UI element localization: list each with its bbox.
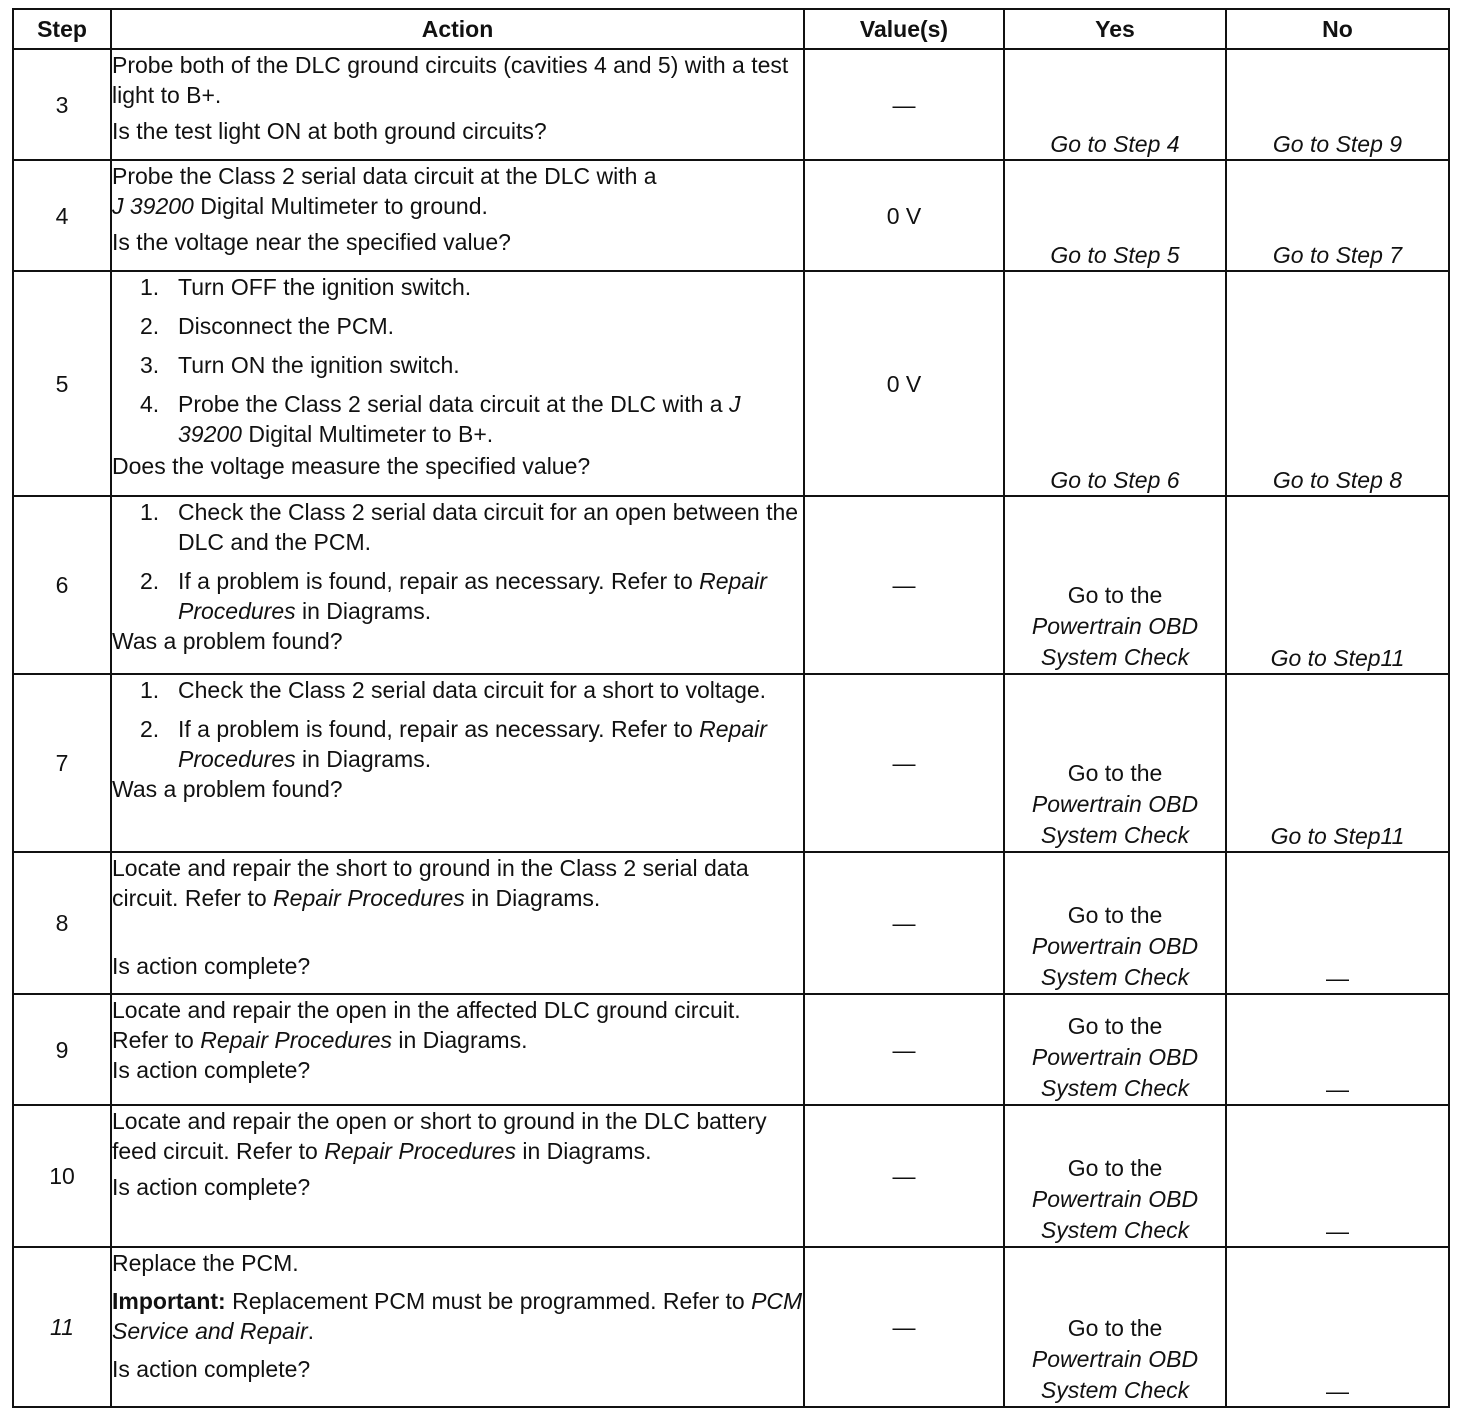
header-row bbox=[13, 9, 1449, 49]
no-cell: Go to Step 9 bbox=[1226, 49, 1449, 160]
tool-ref: J 39200 bbox=[112, 193, 194, 219]
table-row bbox=[13, 1247, 1449, 1407]
step-number: 8 bbox=[13, 852, 111, 994]
action-question: Is action complete? bbox=[112, 953, 311, 979]
yes-cell: Go to Step 5 bbox=[1004, 160, 1226, 271]
yes-cell: Go to Step 6 bbox=[1004, 271, 1226, 496]
value-cell: — bbox=[804, 1247, 1004, 1407]
action-question: Is the test light ON at both ground circuits? bbox=[112, 118, 547, 144]
action-question: Was a problem found? bbox=[112, 628, 343, 654]
action-question: Does the voltage measure the specified value? bbox=[112, 453, 591, 479]
no-cell: Go to Step 8 bbox=[1226, 271, 1449, 496]
list-item: 4. Probe the Class 2 serial data circuit at the DLC with a J 39200 Digital Multimeter to B+. bbox=[140, 391, 741, 447]
yes-cell: Go to Step 4 bbox=[1004, 49, 1226, 160]
yes-cell: Go to the Powertrain OBD System Check bbox=[1004, 1105, 1226, 1247]
no-cell: — bbox=[1226, 1247, 1449, 1407]
no-cell: Go to Step11 bbox=[1226, 496, 1449, 674]
action-question: Is action complete? bbox=[112, 1057, 311, 1083]
action-list bbox=[112, 272, 803, 449]
no-cell: Go to Step 7 bbox=[1226, 160, 1449, 271]
table-row bbox=[13, 160, 1449, 271]
action-question: Is action complete? bbox=[112, 1174, 311, 1200]
header-action: Action bbox=[111, 9, 804, 49]
step-number: 11 bbox=[13, 1247, 111, 1407]
header-no: No bbox=[1226, 9, 1449, 49]
list-item: 1. Check the Class 2 serial data circuit for a short to voltage. bbox=[140, 677, 767, 703]
header-values: Value(s) bbox=[804, 9, 1004, 49]
important-label: Important: bbox=[112, 1288, 226, 1314]
yes-cell: Go to the Powertrain OBD System Check bbox=[1004, 1247, 1226, 1407]
action-cell bbox=[111, 852, 804, 994]
yes-cell: Go to the Powertrain OBD System Check bbox=[1004, 496, 1226, 674]
tool-ref: J 39200 bbox=[178, 391, 741, 447]
step-number: 9 bbox=[13, 994, 111, 1105]
yes-cell: Go to the Powertrain OBD System Check bbox=[1004, 994, 1226, 1105]
action-cell bbox=[111, 1105, 804, 1247]
action-cell bbox=[111, 496, 804, 674]
step-number: 10 bbox=[13, 1105, 111, 1247]
table-row bbox=[13, 49, 1449, 160]
action-cell bbox=[111, 1247, 804, 1407]
header-step: Step bbox=[13, 9, 111, 49]
repair-procedures-ref: Repair Procedures bbox=[178, 568, 767, 624]
yes-cell: Go to the Powertrain OBD System Check bbox=[1004, 674, 1226, 852]
step-number: 3 bbox=[13, 49, 111, 160]
pcm-service-ref: PCM Service and Repair bbox=[112, 1288, 803, 1344]
repair-procedures-ref: Repair Procedures bbox=[200, 1027, 392, 1053]
list-item: 1. Check the Class 2 serial data circuit for an open between the DLC and the PCM. bbox=[140, 499, 799, 555]
value-cell: — bbox=[804, 674, 1004, 852]
action-text: Probe both of the DLC ground circuits (cavities 4 and 5) with a test light to B+. bbox=[112, 52, 789, 108]
value-cell: — bbox=[804, 49, 1004, 160]
action-list bbox=[112, 497, 803, 626]
action-cell bbox=[111, 994, 804, 1105]
header-yes: Yes bbox=[1004, 9, 1226, 49]
step-number: 4 bbox=[13, 160, 111, 271]
list-item: 2. Disconnect the PCM. bbox=[140, 313, 395, 339]
no-cell: — bbox=[1226, 1105, 1449, 1247]
list-item: 1. Turn OFF the ignition switch. bbox=[140, 274, 472, 300]
action-cell bbox=[111, 674, 804, 852]
repair-procedures-ref: Repair Procedures bbox=[273, 885, 465, 911]
step-number: 5 bbox=[13, 271, 111, 496]
action-cell bbox=[111, 160, 804, 271]
step-number: 6 bbox=[13, 496, 111, 674]
value-cell: — bbox=[804, 994, 1004, 1105]
list-item: 2. If a problem is found, repair as necessary. Refer to Repair Procedures in Diagrams. bbox=[140, 568, 767, 624]
action-question: Is action complete? bbox=[112, 1356, 311, 1382]
action-list bbox=[112, 675, 803, 774]
action-cell bbox=[111, 271, 804, 496]
table-row bbox=[13, 1105, 1449, 1247]
action-text: Locate and repair the open or short to ground in the DLC battery feed circuit. Refer to Repair Procedures in Diagrams. bbox=[112, 1108, 767, 1164]
repair-procedures-ref: Repair Procedures bbox=[178, 716, 767, 772]
table-row bbox=[13, 852, 1449, 994]
list-item: 2. If a problem is found, repair as necessary. Refer to Repair Procedures in Diagrams. bbox=[140, 716, 767, 772]
value-cell: 0 V bbox=[804, 271, 1004, 496]
table-row bbox=[13, 271, 1449, 496]
no-cell: — bbox=[1226, 994, 1449, 1105]
action-question: Is the voltage near the specified value? bbox=[112, 229, 511, 255]
action-text: Replace the PCM. bbox=[112, 1250, 299, 1276]
list-item: 3. Turn ON the ignition switch. bbox=[140, 352, 460, 378]
action-text: Locate and repair the short to ground in the Class 2 serial data circuit. Refer to Repair Procedures in Diagrams. bbox=[112, 855, 749, 911]
value-cell: 0 V bbox=[804, 160, 1004, 271]
value-cell: — bbox=[804, 852, 1004, 994]
step-number: 7 bbox=[13, 674, 111, 852]
no-cell: Go to Step11 bbox=[1226, 674, 1449, 852]
action-text: Locate and repair the open in the affected DLC ground circuit. Refer to Repair Procedures in Diagrams. bbox=[112, 997, 741, 1053]
table-row bbox=[13, 674, 1449, 852]
no-cell: — bbox=[1226, 852, 1449, 994]
table-row bbox=[13, 496, 1449, 674]
action-question: Was a problem found? bbox=[112, 776, 343, 802]
action-text: Probe the Class 2 serial data circuit at the DLC with a J 39200 Digital Multimeter to ground. bbox=[112, 163, 657, 219]
yes-cell: Go to the Powertrain OBD System Check bbox=[1004, 852, 1226, 994]
action-cell bbox=[111, 49, 804, 160]
repair-procedures-ref: Repair Procedures bbox=[324, 1138, 516, 1164]
value-cell: — bbox=[804, 496, 1004, 674]
table-row bbox=[13, 994, 1449, 1105]
important-note: Important: Replacement PCM must be programmed. Refer to PCM Service and Repair. bbox=[112, 1288, 803, 1344]
value-cell: — bbox=[804, 1105, 1004, 1247]
diagnostic-table bbox=[12, 8, 1450, 1408]
